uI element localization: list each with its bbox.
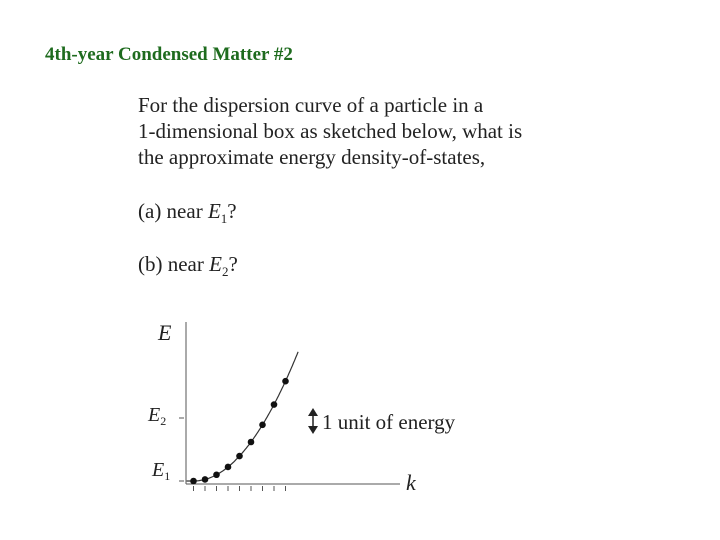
- y-tick-e2-symbol: E: [148, 404, 161, 426]
- energy-unit-arrow: [308, 408, 318, 434]
- x-ticks: [194, 486, 286, 491]
- data-point: [259, 422, 266, 429]
- y-tick-label-e1: [151, 459, 170, 483]
- question-line: For the dispersion curve of a particle in a: [138, 93, 484, 117]
- data-point: [282, 378, 289, 385]
- part-a-suffix: ?: [227, 199, 237, 223]
- data-point: [236, 453, 243, 460]
- slide-title: 4th-year Condensed Matter #2: [45, 44, 293, 65]
- dispersion-curve: [187, 352, 299, 481]
- part-a-prefix: (a) near: [138, 199, 208, 223]
- part-a-symbol: E: [207, 199, 221, 223]
- part-b-prefix: (b) near: [138, 252, 210, 276]
- question-line: the approximate energy density-of-states,: [138, 145, 486, 169]
- x-axis-label: k: [406, 470, 416, 495]
- y-tick-e1-symbol: E: [152, 459, 165, 481]
- y-tick-label-e2: [147, 404, 166, 428]
- energy-unit-label: 1 unit of energy: [322, 410, 456, 434]
- data-point: [213, 471, 220, 478]
- data-point: [202, 476, 209, 483]
- data-point: [190, 478, 197, 485]
- data-point: [248, 439, 255, 446]
- part-b-symbol: E: [209, 252, 222, 276]
- data-point: [225, 464, 232, 471]
- y-tick-e1-subscript: 1: [164, 469, 171, 483]
- part-a-subscript: 1: [220, 211, 228, 227]
- data-point: [271, 401, 278, 408]
- data-points: [190, 378, 289, 484]
- y-tick-e2-subscript: 2: [160, 414, 167, 428]
- question-line: 1-dimensional box as sketched below, what is: [138, 119, 523, 143]
- y-axis-label: E: [158, 320, 172, 345]
- part-b-suffix: ?: [228, 252, 238, 276]
- part-b-subscript: 2: [221, 264, 229, 280]
